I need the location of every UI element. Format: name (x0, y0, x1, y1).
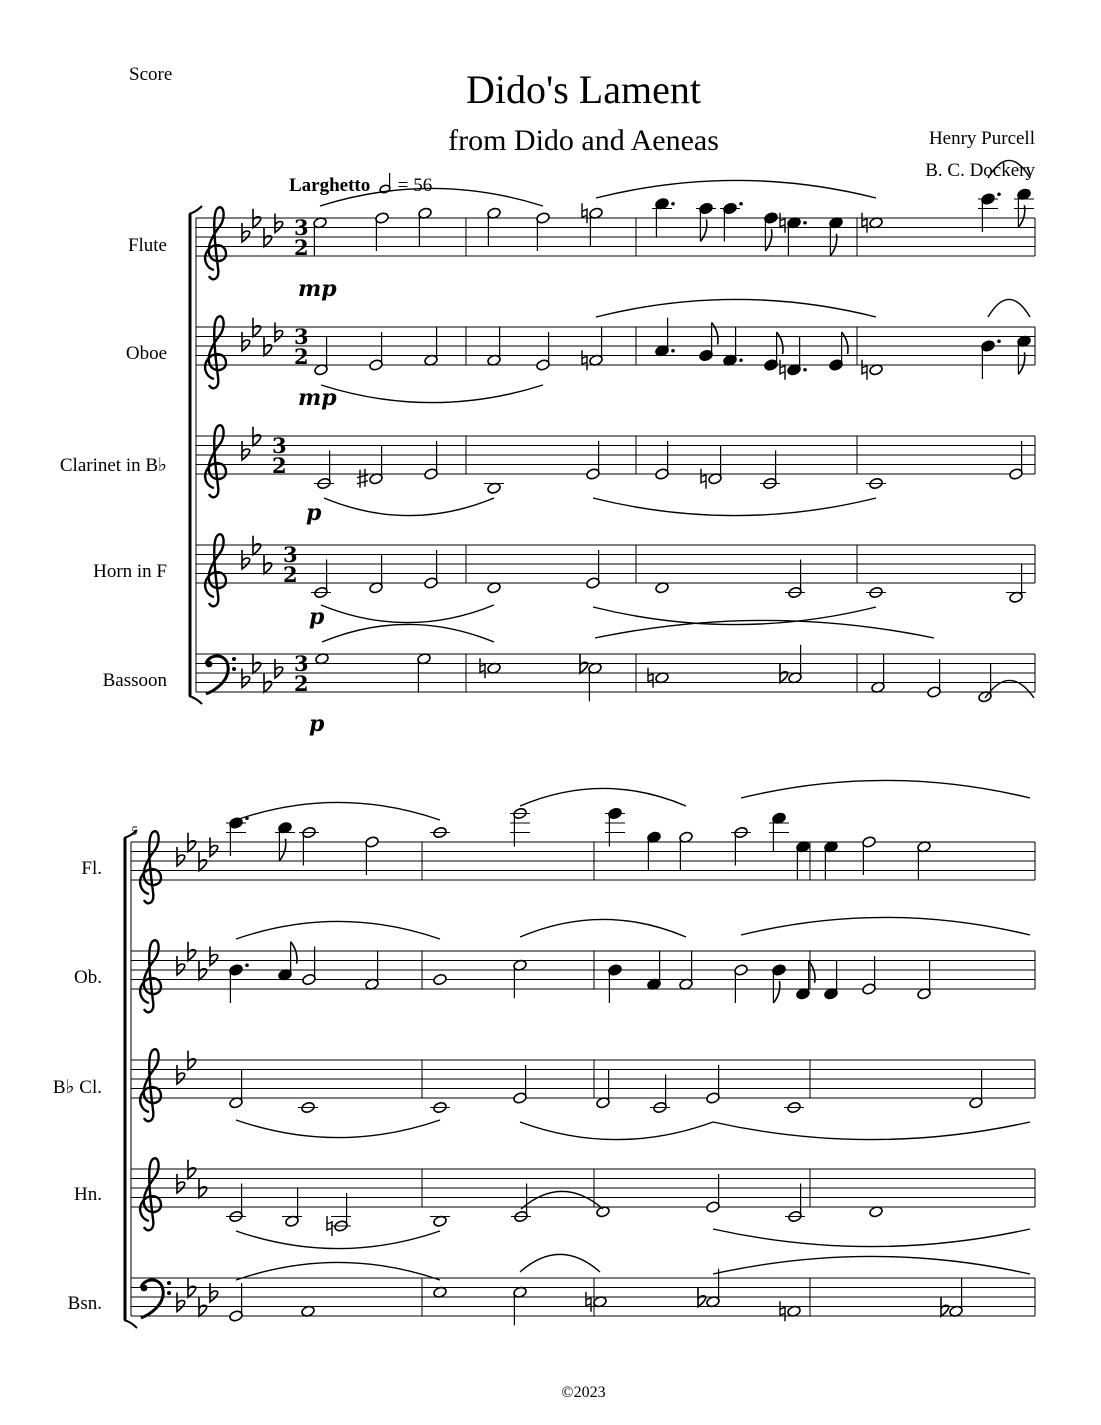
flat-icon (177, 956, 185, 975)
flat-icon (242, 332, 250, 351)
flat-icon (242, 550, 250, 569)
flat-icon (275, 659, 283, 678)
instrument-label-flute: Flute (127, 235, 167, 256)
copyright-notice: ©2023 (561, 1384, 606, 1401)
slur (236, 1262, 440, 1280)
note-flag (773, 981, 779, 1003)
slur (596, 180, 876, 198)
augmentation-dot (739, 202, 743, 206)
slur (741, 780, 1030, 798)
slur (520, 1122, 713, 1140)
natural-icon (780, 213, 785, 233)
instrument-label-bassoon-short: Bsn. (67, 1293, 102, 1314)
slur (985, 680, 1034, 698)
natural-icon (701, 469, 706, 489)
bracket-hook (124, 830, 137, 838)
dynamic-clarinet: p (306, 500, 322, 526)
instrument-label-oboe: Oboe (125, 343, 167, 364)
slur (321, 385, 543, 403)
slur (593, 498, 876, 516)
composer-credit: Henry Purcell (928, 128, 1035, 149)
augmentation-dot (739, 358, 743, 362)
augmentation-dot (803, 368, 807, 372)
instrument-label-clarinet-short: B♭ Cl. (52, 1077, 102, 1098)
instrument-label-horn: Horn in F (93, 561, 167, 582)
natural-icon (582, 350, 587, 370)
flat-icon (242, 441, 250, 460)
bass-clef-dot (232, 667, 236, 671)
bracket-hook (189, 206, 202, 214)
slur (236, 1231, 440, 1249)
slur (595, 620, 934, 638)
instrument-label-flute-short: Fl. (81, 858, 102, 879)
flat-icon (177, 1065, 185, 1084)
notehead (433, 973, 448, 986)
time-signature-numerator: 3 (294, 651, 309, 676)
dynamic-flute: mp (298, 276, 337, 302)
tempo-word: Larghetto (289, 175, 371, 196)
slur (521, 1191, 603, 1209)
note-flag (700, 220, 706, 242)
natural-icon (780, 360, 785, 380)
flat-icon (210, 1283, 218, 1302)
slur (322, 624, 494, 642)
slur (236, 921, 440, 939)
dynamic-oboe: mp (298, 385, 337, 411)
instrument-label-clarinet: Clarinet in B♭ (59, 455, 167, 476)
slur (324, 498, 494, 516)
dynamic-horn: p (309, 604, 325, 630)
note-flag (765, 229, 771, 251)
flat-icon (210, 838, 218, 857)
natural-icon (648, 668, 653, 688)
time-signature-denominator: 2 (283, 562, 298, 587)
slur (236, 1120, 440, 1138)
score-label: Score (129, 64, 173, 85)
instrument-label-bassoon: Bassoon (102, 670, 167, 691)
flat-icon (275, 214, 283, 233)
slur (713, 1122, 1030, 1140)
slur (320, 188, 543, 206)
time-signature-numerator: 3 (294, 215, 309, 240)
natural-icon (582, 203, 587, 223)
slur (713, 1229, 1030, 1247)
time-signature-numerator: 3 (283, 542, 298, 567)
time-signature-numerator: 3 (272, 433, 287, 458)
bracket-hook (189, 696, 202, 704)
instrument-label-horn-short: Hn. (74, 1184, 102, 1205)
bracket-hook (124, 1320, 137, 1328)
slur (321, 605, 494, 623)
tempo-value: = 56 (397, 175, 433, 196)
slur (593, 607, 876, 625)
flat-icon (242, 669, 250, 688)
bass-clef-dot (141, 1285, 148, 1292)
flat-icon (177, 1174, 185, 1193)
slur (713, 1256, 1030, 1274)
augmentation-dot (245, 963, 249, 967)
slur (988, 299, 1030, 317)
slur (520, 1254, 600, 1272)
time-signature-denominator: 2 (272, 453, 287, 478)
note-flag (842, 332, 848, 354)
notation-layer (124, 160, 1035, 1328)
slur (520, 919, 686, 937)
slur (596, 299, 876, 317)
flat-icon (210, 947, 218, 966)
augmentation-dot (997, 192, 1001, 196)
piece-subtitle: from Dido and Aeneas (448, 124, 719, 157)
bass-clef-dot (167, 1291, 171, 1295)
augmentation-dot (671, 349, 675, 353)
time-signature-denominator: 2 (294, 344, 309, 369)
slur (236, 802, 440, 820)
augmentation-dot (671, 202, 675, 206)
flat-icon (242, 223, 250, 242)
slur (520, 788, 686, 806)
natural-icon (862, 360, 867, 380)
time-signature-denominator: 2 (294, 671, 309, 696)
natural-icon (862, 213, 867, 233)
sharp-icon (357, 469, 368, 488)
piece-title: Dido's Lament (466, 67, 701, 112)
bass-clef-dot (167, 1281, 171, 1285)
time-signature-numerator: 3 (294, 324, 309, 349)
note-flag (712, 323, 718, 345)
flat-icon (275, 323, 283, 342)
bass-clef-dot (206, 661, 213, 668)
arranger-credit: B. C. Dockery (925, 160, 1035, 181)
measure-number: 5 (131, 823, 138, 838)
natural-icon (780, 1301, 785, 1321)
natural-icon (480, 658, 485, 678)
slur (741, 917, 1030, 935)
augmentation-dot (997, 339, 1001, 343)
dynamic-bassoon: p (309, 711, 325, 737)
natural-icon (586, 1292, 591, 1312)
time-signature-denominator: 2 (294, 235, 309, 260)
augmentation-dot (803, 221, 807, 225)
flat-icon (177, 1293, 185, 1312)
note-flag (777, 332, 783, 354)
slur (988, 160, 1030, 178)
instrument-label-oboe-short: Ob. (74, 967, 102, 988)
bass-clef-dot (232, 657, 236, 661)
flat-icon (177, 847, 185, 866)
